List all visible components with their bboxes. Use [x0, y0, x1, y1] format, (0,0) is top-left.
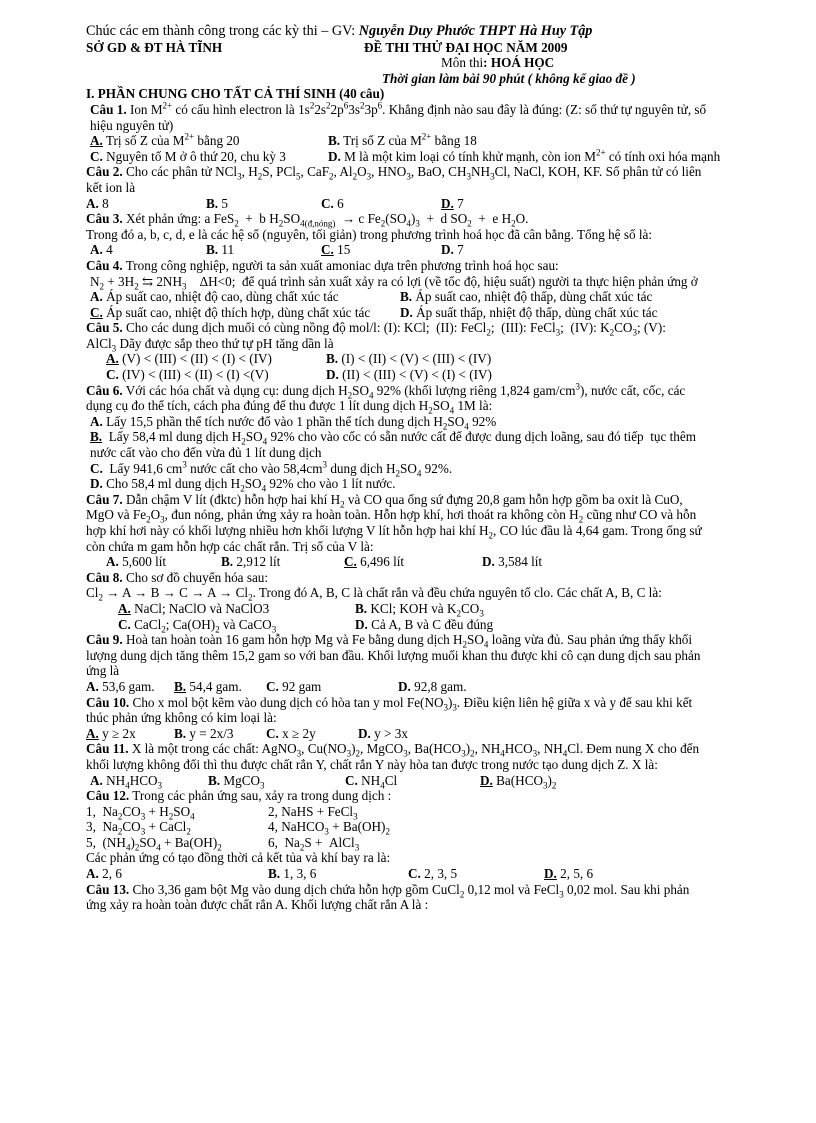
options-row — [86, 601, 786, 617]
option-a[interactable]: A. 4 — [90, 242, 113, 258]
question-text: kết ion là — [86, 179, 136, 195]
option-a[interactable]: A. $NH_4HCO_3$ — [90, 772, 163, 791]
options-row — [86, 773, 786, 789]
option-c[interactable]: C. 92 gam — [266, 678, 322, 694]
subject-label: Môn thi — [441, 55, 484, 71]
question-text: khối lượng không đổi thì thu được chất rắn Y, chất rắn Y này hòa tan được trong nước tạo dung dịch Z. X là: — [86, 756, 658, 772]
option-c[interactable]: C. (IV) < (III) < (II) < (I) <(V) — [106, 367, 269, 383]
greeting: Chúc các em thành công trong các kỳ thi – GV: — [86, 23, 359, 39]
question-7: Câu 7. Dẫn chậm V lít (đktc) hỗn hợp hai khí $H_2$ và CO qua ống sứ đựng 20,8 gam hỗn hợp gồm ba oxit là CuO, — [86, 491, 683, 510]
options-row — [86, 367, 786, 383]
option-b[interactable]: B. y = 2x/3 — [174, 725, 234, 741]
option-a[interactable]: A. 2, 6 — [86, 866, 122, 882]
option-d[interactable]: D. Cả A, B và C đều đúng — [355, 616, 494, 632]
question-2: Câu 2. Cho các phân tử NCl$_3$, $H_2S$, PCl$_5$, CaF$_2$, $Al_2O_3$, $HNO_3$, BaO, $CH_3NH_3Cl$, NaCl, KOH, KF. Số phân tử có liên — [86, 164, 702, 182]
question-8: Câu 8. Cho sơ đồ chuyển hóa sau: — [86, 569, 269, 585]
reaction-1: 1, $Na_2CO_3 + H_2SO_4$ — [86, 803, 195, 822]
option-d[interactable]: D. 7 — [441, 195, 464, 211]
question-1: Câu 1. Ion $M^{2+}$ có cấu hình electron là $1s^22s^22p^63s^23p^6$. Khẳng định nào sau đây là đúng: (Z: số thứ tự nguyên tử, số — [90, 100, 707, 117]
option-c[interactable]: C. $NH_4Cl$ — [345, 772, 398, 791]
question-text: $Cl_2 \to A \to B \to C \to A \to Cl_2$. Trong đó A, B, C là chất rắn và đều chứa nguyên tố clo. Các chất A, B, C là: — [86, 585, 662, 604]
question-11: Câu 11. X là một trong các chất: AgNO$_3$, $Cu(NO_3)_2$, MgCO$_3$, $Ba(HCO_3)_2$, $NH_4HCO_3$, $NH_4Cl$. Đem nung X cho đến — [86, 741, 700, 759]
question-text: Các phản ứng có tạo đồng thời cả kết tủa và khí bay ra là: — [86, 850, 391, 866]
option-c[interactable]: C. x ≥ 2y — [266, 725, 316, 741]
section-title: I. PHẦN CHUNG CHO TẤT CẢ THÍ SINH (40 câu) — [86, 86, 385, 102]
option-c[interactable]: C. 6,496 lít — [344, 554, 405, 570]
options-row — [86, 351, 786, 367]
options-row — [86, 726, 786, 742]
question-label: Câu 1. — [90, 101, 127, 117]
option-a[interactable]: A. Áp suất cao, nhiệt độ cao, dùng chất xúc tác — [90, 289, 339, 305]
option-d[interactable]: D. 3,584 lít — [482, 554, 543, 570]
option-d[interactable]: D. 7 — [441, 242, 464, 258]
question-3: Câu 3. Xét phản ứng: a FeS$_2$ + b $H_2SO_{4(đ,nóng)} \to c$ $Fe_2(SO_4)_3 + d$ $SO_2 + e$ $H_2O$. — [86, 211, 529, 229]
options-row — [86, 679, 786, 695]
header-row — [86, 40, 786, 56]
options-row — [86, 554, 786, 570]
exam-time: Thời gian làm bài 90 phút ( không kể giao đề ) — [382, 70, 636, 86]
option-b[interactable]: B. 11 — [206, 242, 235, 258]
option-d[interactable]: D. M là một kim loại có tính khử mạnh, còn ion $M^{2+}$ có tính oxi hóa mạnh — [328, 147, 721, 164]
options-row — [86, 617, 786, 633]
options-row — [86, 149, 786, 165]
option-b[interactable]: B. Trị số Z của $M^{2+}$ bằng 18 — [328, 131, 477, 149]
question-text: MgO và $Fe_2O_3$, đun nóng, phản ứng xảy ra hoàn toàn. Hỗn hợp khí, hơi thoát ra không còn $H_2$ cũng như CO và hỗn — [86, 507, 697, 526]
reaction-5: 5, $(NH_4)_2SO_4 + Ba(OH)_2$ — [86, 834, 222, 853]
option-c[interactable]: C. 15 — [321, 242, 351, 258]
option-a[interactable]: A. Lấy 15,5 phần thể tích nước đổ vào 1 phần thể tích dung dịch $H_2SO_4$ 92% — [90, 413, 497, 432]
option-d[interactable]: D. (II) < (III) < (V) < (I) < (IV) — [326, 367, 492, 383]
question-text: ứng là — [86, 663, 120, 679]
option-b[interactable]: B. 1, 3, 6 — [268, 866, 317, 882]
teacher-name: Nguyễn Duy Phước THPT Hà Huy Tập — [358, 23, 593, 39]
header-line — [86, 24, 786, 40]
options-row — [86, 242, 786, 258]
option-d[interactable]: D. 2, 5, 6 — [544, 866, 594, 882]
option-b[interactable]: B. Lấy 58,4 ml dung dịch $H_2SO_4$ 92% cho vào cốc có sẵn nước cất để được dung dịch loãng, sau đó tiếp tục thêm — [90, 429, 697, 448]
question-text: hiệu nguyên tử) — [90, 117, 174, 133]
question-5: Câu 5. Cho các dung dịch muối có cùng nồng độ mol/l: (I): KCl; (II): FeCl$_2$; (III): FeCl$_3$; (IV): $K_2CO_3$; (V): — [86, 320, 666, 338]
question-text: AlCl$_3$ Dãy được sắp theo thứ tự pH tăng dần là — [86, 335, 334, 354]
option-d[interactable]: D. $Ba(HCO_3)_2$ — [480, 772, 557, 791]
question-12: Câu 12. Trong các phản ứng sau, xảy ra trong dung dịch : — [86, 788, 392, 804]
question-13: Câu 13. Cho 3,36 gam bột Mg vào dung dịch chứa hỗn hợp gồm CuCl$_2$ 0,12 mol và FeCl$_3$ 0,02 mol. Sau khi phản — [86, 881, 690, 900]
option-b-cont: nước cất vào cho đến vừa đủ 1 lít dung dịch — [90, 445, 322, 461]
option-d[interactable]: D. Áp suất thấp, nhiệt độ thấp, dùng chất xúc tác — [400, 304, 658, 320]
reaction-2: 2, NaHS + FeCl$_3$ — [268, 803, 358, 822]
option-b[interactable]: B. (I) < (II) < (V) < (III) < (IV) — [326, 351, 492, 367]
options-row — [86, 196, 786, 212]
reaction-4: 4, NaHCO$_3$ + $Ba(OH)_2$ — [268, 819, 390, 837]
option-a[interactable]: A. 8 — [86, 195, 109, 211]
reactions-row — [86, 819, 786, 835]
question-text: còn chứa m gam hỗn hợp các chất rắn. Trị số của V là: — [86, 538, 374, 554]
question-text: lượng dung dịch tăng thêm 15,2 gam so với ban đầu. Khối lượng muối khan thu được khi cô cạn dung dịch sau phản — [86, 647, 701, 663]
question-text: $N_2 + 3H_2$ ⇆ $2NH_3$ ΔH<0; để quá trình sản xuất xảy ra có lợi (về tốc độ, hiệu suất) người ta thực hiện phản ứng ở — [90, 273, 698, 292]
option-c[interactable]: C. Lấy 941,6 $cm^3$ nước cất cho vào $58,4cm^3$ dung dịch $H_2SO_4$ 92%. — [90, 459, 453, 479]
option-c[interactable]: C. Nguyên tố M ở ô thứ 20, chu kỳ 3 — [90, 148, 286, 164]
exam-page — [86, 24, 786, 913]
option-c[interactable]: C. 2, 3, 5 — [408, 866, 458, 882]
option-b[interactable]: B. Áp suất cao, nhiệt độ thấp, dùng chất xúc tác — [400, 289, 653, 305]
question-text: ứng xảy ra hoàn toàn được chất rắn A. Khối lượng chất rắn A là : — [86, 897, 429, 913]
reaction-3: 3, $Na_2CO_3$ + CaCl$_2$ — [86, 819, 191, 837]
option-d[interactable]: D. y > 3x — [358, 725, 408, 741]
department: SỞ GD & ĐT HÀ TĨNH — [86, 39, 223, 55]
option-b[interactable]: B. 54,4 gam. — [174, 678, 242, 694]
question-text: Trong đó a, b, c, d, e là các hệ số (nguyên, tối giản) trong phương trình hoá học đã cân bằng. Tổng hệ số là: — [86, 226, 653, 242]
option-b[interactable]: B. KCl; KOH và $K_2CO_3$ — [355, 600, 484, 619]
option-c[interactable]: C. 6 — [321, 195, 344, 211]
option-c[interactable]: C. CaCl$_2$; $Ca(OH)_2$ và CaCO$_3$ — [118, 616, 277, 635]
option-a[interactable]: A. y ≥ 2x — [86, 725, 136, 741]
option-d[interactable]: D. 92,8 gam. — [398, 678, 467, 694]
question-text: thúc phản ứng không có kim loại là: — [86, 710, 277, 726]
question-4: Câu 4. Trong công nghiệp, người ta sản xuất amoniac dựa trên phương trình hoá học sau: — [86, 257, 559, 273]
option-b[interactable]: B. 2,912 lít — [221, 554, 281, 570]
options-row — [86, 305, 786, 321]
exam-title: ĐỀ THI THỬ ĐẠI HỌC NĂM 2009 — [364, 39, 568, 55]
option-b[interactable]: B. 5 — [206, 195, 228, 211]
options-row — [86, 133, 786, 149]
options-row — [86, 289, 786, 305]
option-a[interactable]: A. 5,600 lít — [106, 554, 167, 570]
question-10: Câu 10. Cho x mol bột kẽm vào dung dịch có hòa tan y mol $Fe(NO_3)_3$. Điều kiện liên hệ giữa x và y để sau khi kết — [86, 694, 693, 713]
option-a[interactable]: A. NaCl; NaClO và NaClO3 — [118, 600, 270, 616]
option-a[interactable]: A. Trị số Z của $M^{2+}$ bằng 20 — [90, 131, 240, 149]
options-row — [86, 866, 786, 882]
option-a[interactable]: A. (V) < (III) < (II) < (I) < (IV) — [106, 351, 272, 367]
question-9: Câu 9. Hoà tan hoàn toàn 16 gam hỗn hợp Mg và Fe bằng dung dịch $H_2SO_4$ loãng vừa đủ. Sau phản ứng thấy khối — [86, 632, 693, 650]
option-d[interactable]: D. Cho 58,4 ml dung dịch $H_2SO_4$ 92% cho vào 1 lít nước. — [90, 476, 396, 494]
subject-line — [86, 55, 786, 71]
option-b[interactable]: B. MgCO$_3$ — [208, 772, 265, 791]
option-a[interactable]: A. 53,6 gam. — [86, 678, 155, 694]
subject: : HOÁ HỌC — [483, 55, 555, 71]
question-text: hợp khí hơi này có khối lượng nhiều hơn khối lượng V lít hỗn hợp hai khí $H_2$, CO lúc đầu là 4,64 gam. Trong ống sứ — [86, 523, 702, 541]
question-6: Câu 6. Với các hóa chất và dụng cụ: dung dịch $H_2SO_4$ 92% (khối lượng riêng 1,824 gam/$cm^3$), nước cất, cốc, các — [86, 381, 686, 401]
option-c[interactable]: C. Áp suất cao, nhiệt độ thích hợp, dùng chất xúc tác — [90, 304, 371, 320]
question-text: dụng cụ đo thể tích, cách pha đúng để thu được 1 lít dung dịch $H_2SO_4$ 1M là: — [86, 398, 493, 416]
reactions-row — [86, 804, 786, 820]
reactions-row — [86, 835, 786, 851]
reaction-6: 6, $Na_2S$ + AlCl$_3$ — [268, 834, 360, 853]
